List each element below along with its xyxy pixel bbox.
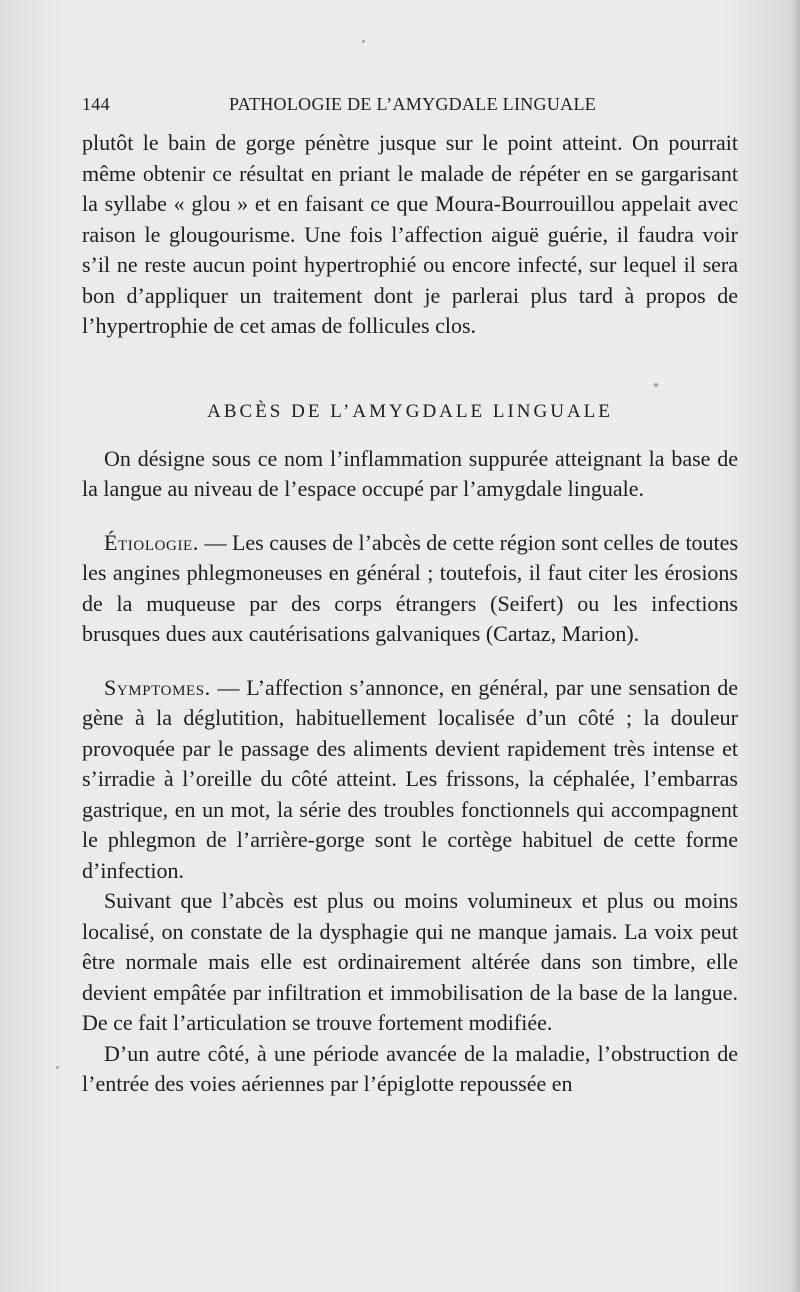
- print-speck: [654, 383, 658, 387]
- etiology-heading: Étiologie.: [104, 529, 199, 555]
- definition-paragraph: On désigne sous ce nom l’inflammation suppurée atteignant la base de la langue au niveau de l’espace occupé par l’amygdale linguale.: [82, 445, 738, 501]
- page-body: [82, 128, 738, 1100]
- print-speck: [362, 40, 365, 43]
- voice-paragraph: Suivant que l’abcès est plus ou moins volumineux et plus ou moins localisé, on constate de la dysphagie qui ne manque jamais. La voix peut être normale mais elle est ordinairement altérée dans son timbre, elle devient empâtée par infiltration et immobilisation de la base de la langue. De ce fait l’articulation se trouve fortement modifiée.: [82, 888, 738, 1035]
- etiology-text: — Les causes de l’abcès de cette région sont celles de toutes les angines phlegmoneuses en général ; toutefois, il faut citer les érosions de la muqueuse par des corps étrangers (Seifert) ou les infections brusques dues aux cautérisations galvaniques (Cartaz, Marion).: [82, 529, 738, 646]
- etiology-paragraph: [82, 528, 738, 650]
- page-header: [82, 94, 738, 120]
- page-edge-shadow: [790, 0, 800, 1292]
- section-title: ABCÈS DE L’AMYGDALE LINGUALE: [207, 400, 613, 422]
- intro-paragraph: plutôt le bain de gorge pénètre jusque sur le point atteint. On pourrait même obtenir ce résultat en priant le malade de répéter en se gargarisant la syllabe « glou » et en faisant ce que Moura-Bourrouillou appelait avec raison le glougourisme. Une fois l’affection aiguë guérie, il faudra voir s’il ne reste aucun point hypertrophié ou encore infecté, sur lequel il sera bon d’appliquer un traitement dont je parlerai plus tard à propos de l’hypertrophie de cet amas de follicules clos.: [82, 130, 738, 338]
- symptoms-heading: Symptomes.: [104, 674, 211, 700]
- page-number: 144: [82, 94, 110, 114]
- print-speck: [457, 724, 460, 727]
- symptoms-paragraph: [82, 673, 738, 887]
- print-speck: [56, 1066, 59, 1069]
- obstruction-paragraph: D’un autre côté, à une période avancée de la maladie, l’obstruction de l’entrée des voies aériennes par l’épiglotte repoussée en: [82, 1040, 738, 1096]
- running-title: PATHOLOGIE DE L’AMYGDALE LINGUALE: [229, 94, 597, 114]
- symptoms-text: — L’affection s’annonce, en général, par une sensation de gène à la déglutition, habituellement localisée d’un côté ; la douleur provoquée par le passage des aliments devient rapidement très intense et s’irradie à l’oreille du côté atteint. Les frissons, la céphalée, l’embarras gastrique, en un mot, la série des troubles fonctionnels qui accompagnent le phlegmon de l’arrière-gorge sont le cortège habituel de cette forme d’infection.: [82, 674, 738, 883]
